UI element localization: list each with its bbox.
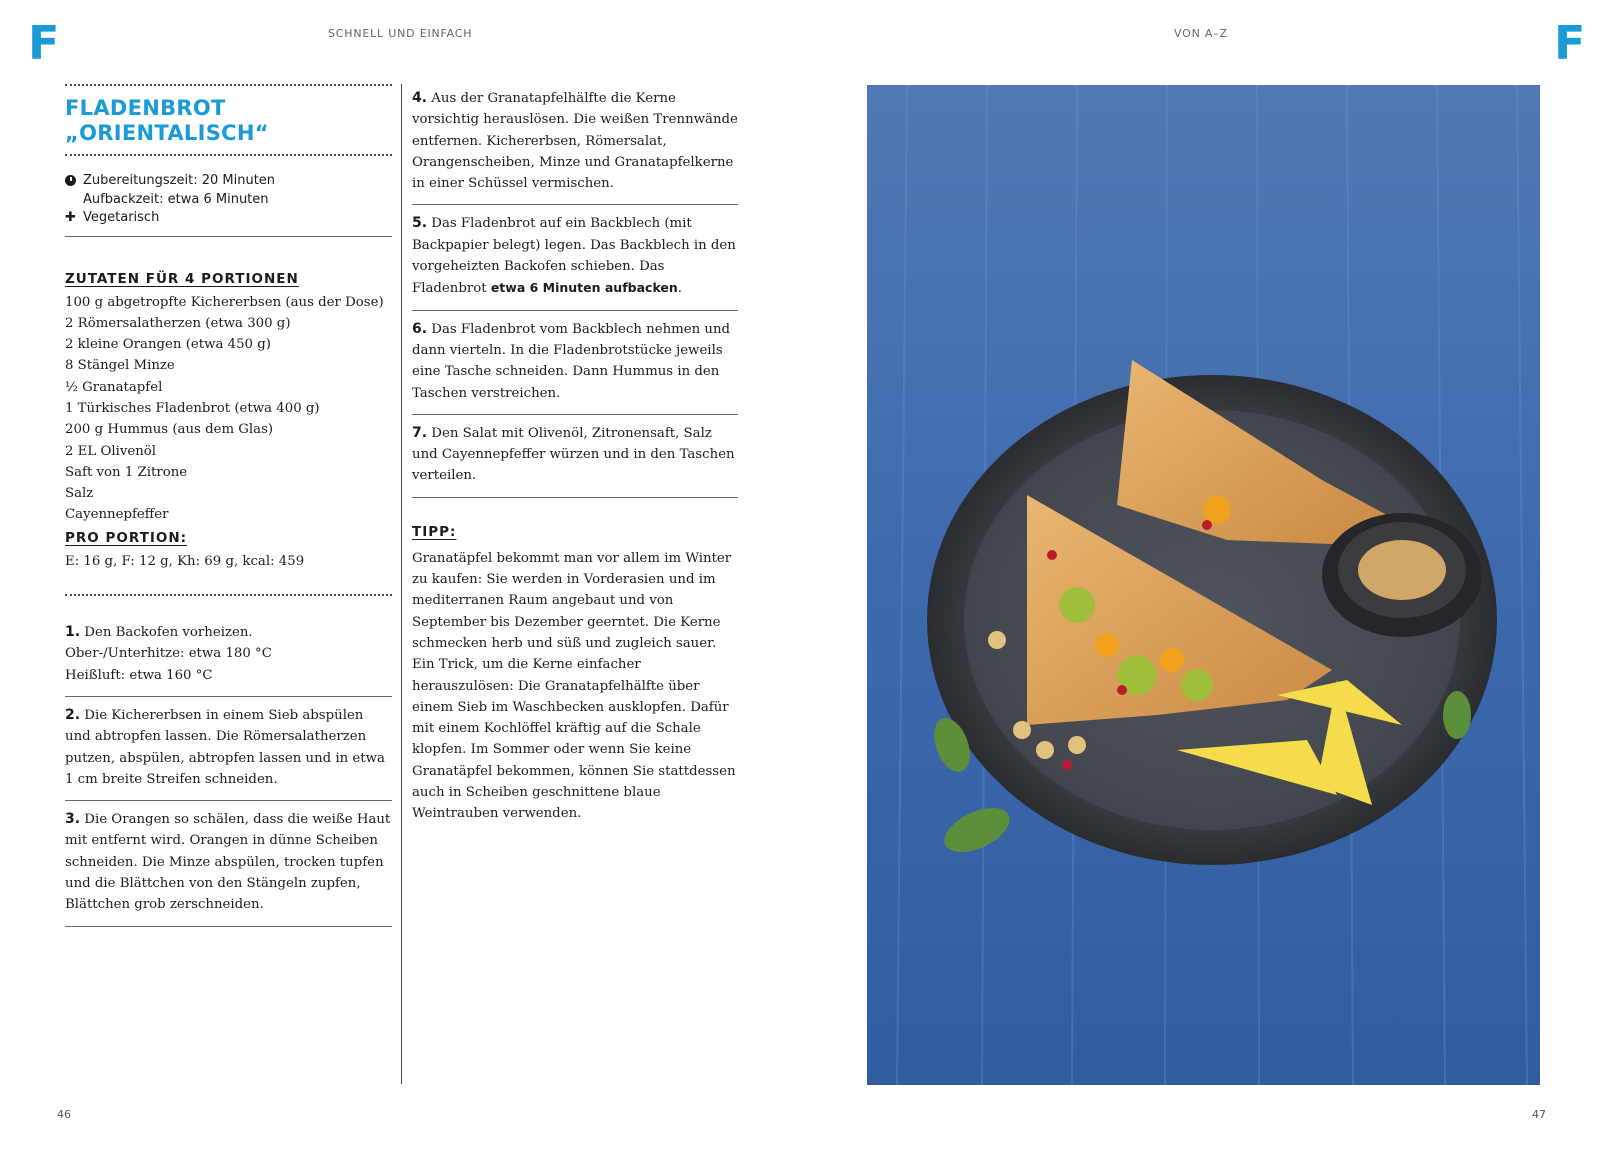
plus-icon: ✚ — [65, 210, 76, 225]
bake-time: Aufbackzeit: etwa 6 Minuten — [83, 191, 269, 207]
running-head-left: SCHNELL UND EINFACH — [328, 27, 473, 40]
step-text: Das Fladenbrot auf ein Backblech (mit Backpapier belegt) legen. Das Backblech in den vorgeheizten Backofen schieben. Das Fladenbrot — [412, 216, 736, 297]
column-divider — [401, 84, 402, 1084]
step-number: 5. — [412, 215, 428, 232]
page-number-right: 47 — [1532, 1108, 1546, 1121]
recipe-title-line1: FLADENBROT — [65, 96, 226, 120]
recipe-column-right — [412, 84, 738, 825]
step-number: 2. — [65, 706, 81, 723]
step-3 — [65, 801, 392, 925]
ingredients-list — [65, 287, 392, 526]
section-letter-right: F — [1554, 16, 1586, 70]
ingredient-item: 100 g abgetropfte Kichererbsen (aus der Dose) — [65, 294, 384, 310]
step-text: Die Kichererbsen in einem Sieb abspülen und abtropfen lassen. Die Römersalatherzen putzen, abspülen, abtropfen lassen und in etwa 1 cm breite Streifen schneiden. — [65, 707, 385, 787]
prep-time: Zubereitungszeit: 20 Minuten — [83, 173, 276, 188]
ingredient-item: Saft von 1 Zitrone — [65, 464, 188, 480]
divider-solid — [65, 926, 392, 927]
diet-tag: Vegetarisch — [83, 210, 160, 225]
step-6 — [412, 311, 738, 414]
step-text: Heißluft: etwa 160 °C — [65, 667, 213, 683]
ingredient-item: 1 Türkisches Fladenbrot (etwa 400 g) — [65, 400, 320, 416]
section-letter-left: F — [28, 16, 60, 70]
ingredient-item: Salz — [65, 486, 94, 502]
tip-text: Granatäpfel bekommt man vor allem im Winter zu kaufen: Sie werden in Vorderasien und im mediterranen Raum angebaut und von September bis Dezember geerntet. Die Kerne schmecken herb und süß und zugleich sauer. Ein Trick, um die Kerne einfacher herauszulösen: Die Granatapfelhälfte über einem Sieb im Waschbecken ausklopfen. Dafür mit einem Kochlöffel kräftig auf die Schale klopfen. Im Sommer oder wenn Sie keine Granatäpfel bekommen, können Sie stattdessen auch in Scheiben geschnittene blaue Weintrauben verwenden. — [412, 550, 736, 822]
step-text: Ober-/Unterhitze: etwa 180 °C — [65, 646, 272, 662]
recipe-title — [65, 86, 392, 154]
recipe-photo — [867, 85, 1540, 1085]
step-text: Den Salat mit Olivenöl, Zitronensaft, Salz und Cayennepfeffer würzen und in den Taschen verteilen. — [412, 425, 735, 484]
step-number: 7. — [412, 424, 428, 441]
step-suffix: . — [677, 281, 683, 297]
step-4 — [412, 84, 738, 204]
ingredient-item: 8 Stängel Minze — [65, 358, 175, 374]
ingredient-item: 2 kleine Orangen (etwa 450 g) — [65, 337, 271, 353]
step-number: 3. — [65, 811, 81, 828]
recipe-title-line2: „ORIENTALISCH“ — [65, 121, 269, 145]
ingredient-item: 2 Römersalatherzen (etwa 300 g) — [65, 315, 291, 331]
ingredient-item: 2 EL Olivenöl — [65, 443, 157, 459]
running-head-right: VON A–Z — [1174, 27, 1228, 40]
step-5 — [412, 205, 738, 309]
page-number-left: 46 — [57, 1108, 71, 1121]
step-text: Die Orangen so schälen, dass die weiße Haut mit entfernt wird. Orangen in dünne Scheiben schneiden. Die Minze abspülen, trocken tupfen und die Blättchen von den Stängeln zupfen, Blättchen grob zerschneiden. — [65, 812, 391, 913]
recipe-column-left — [65, 84, 392, 927]
ingredients-heading: ZUTATEN FÜR 4 PORTIONEN — [65, 270, 299, 287]
portion-values: E: 16 g, F: 12 g, Kh: 69 g, kcal: 459 — [65, 553, 305, 569]
ingredient-item: ½ Granatapfel — [65, 379, 163, 395]
ingredient-item: Cayennepfeffer — [65, 507, 169, 523]
step-number: 4. — [412, 90, 428, 106]
step-text: Aus der Granatapfelhälfte die Kerne vorsichtig herauslösen. Die weißen Trennwände entfernen. Kichererbsen, Römersalat, Orangenscheiben, Minze und Granatapfelkerne in einer Schüssel vermischen. — [412, 91, 738, 192]
clock-icon — [65, 172, 83, 191]
portion-heading: PRO PORTION: — [65, 529, 188, 546]
step-text: Den Backofen vorheizen. — [84, 625, 253, 641]
step-text: Das Fladenbrot vom Backblech nehmen und dann vierteln. In die Fladenbrotstücke jeweils eine Tasche schneiden. Dann Hummus in den Taschen verstreichen. — [412, 321, 731, 401]
step-number: 1. — [65, 624, 81, 641]
step-emphasis: etwa 6 Minuten aufbacken — [490, 280, 678, 296]
recipe-meta — [65, 156, 392, 236]
step-number: 6. — [412, 320, 428, 337]
ingredient-item: 200 g Hummus (aus dem Glas) — [65, 422, 274, 438]
tip-heading: TIPP: — [412, 523, 457, 540]
step-2 — [65, 697, 392, 800]
step-7 — [412, 415, 738, 497]
step-1 — [65, 614, 392, 696]
